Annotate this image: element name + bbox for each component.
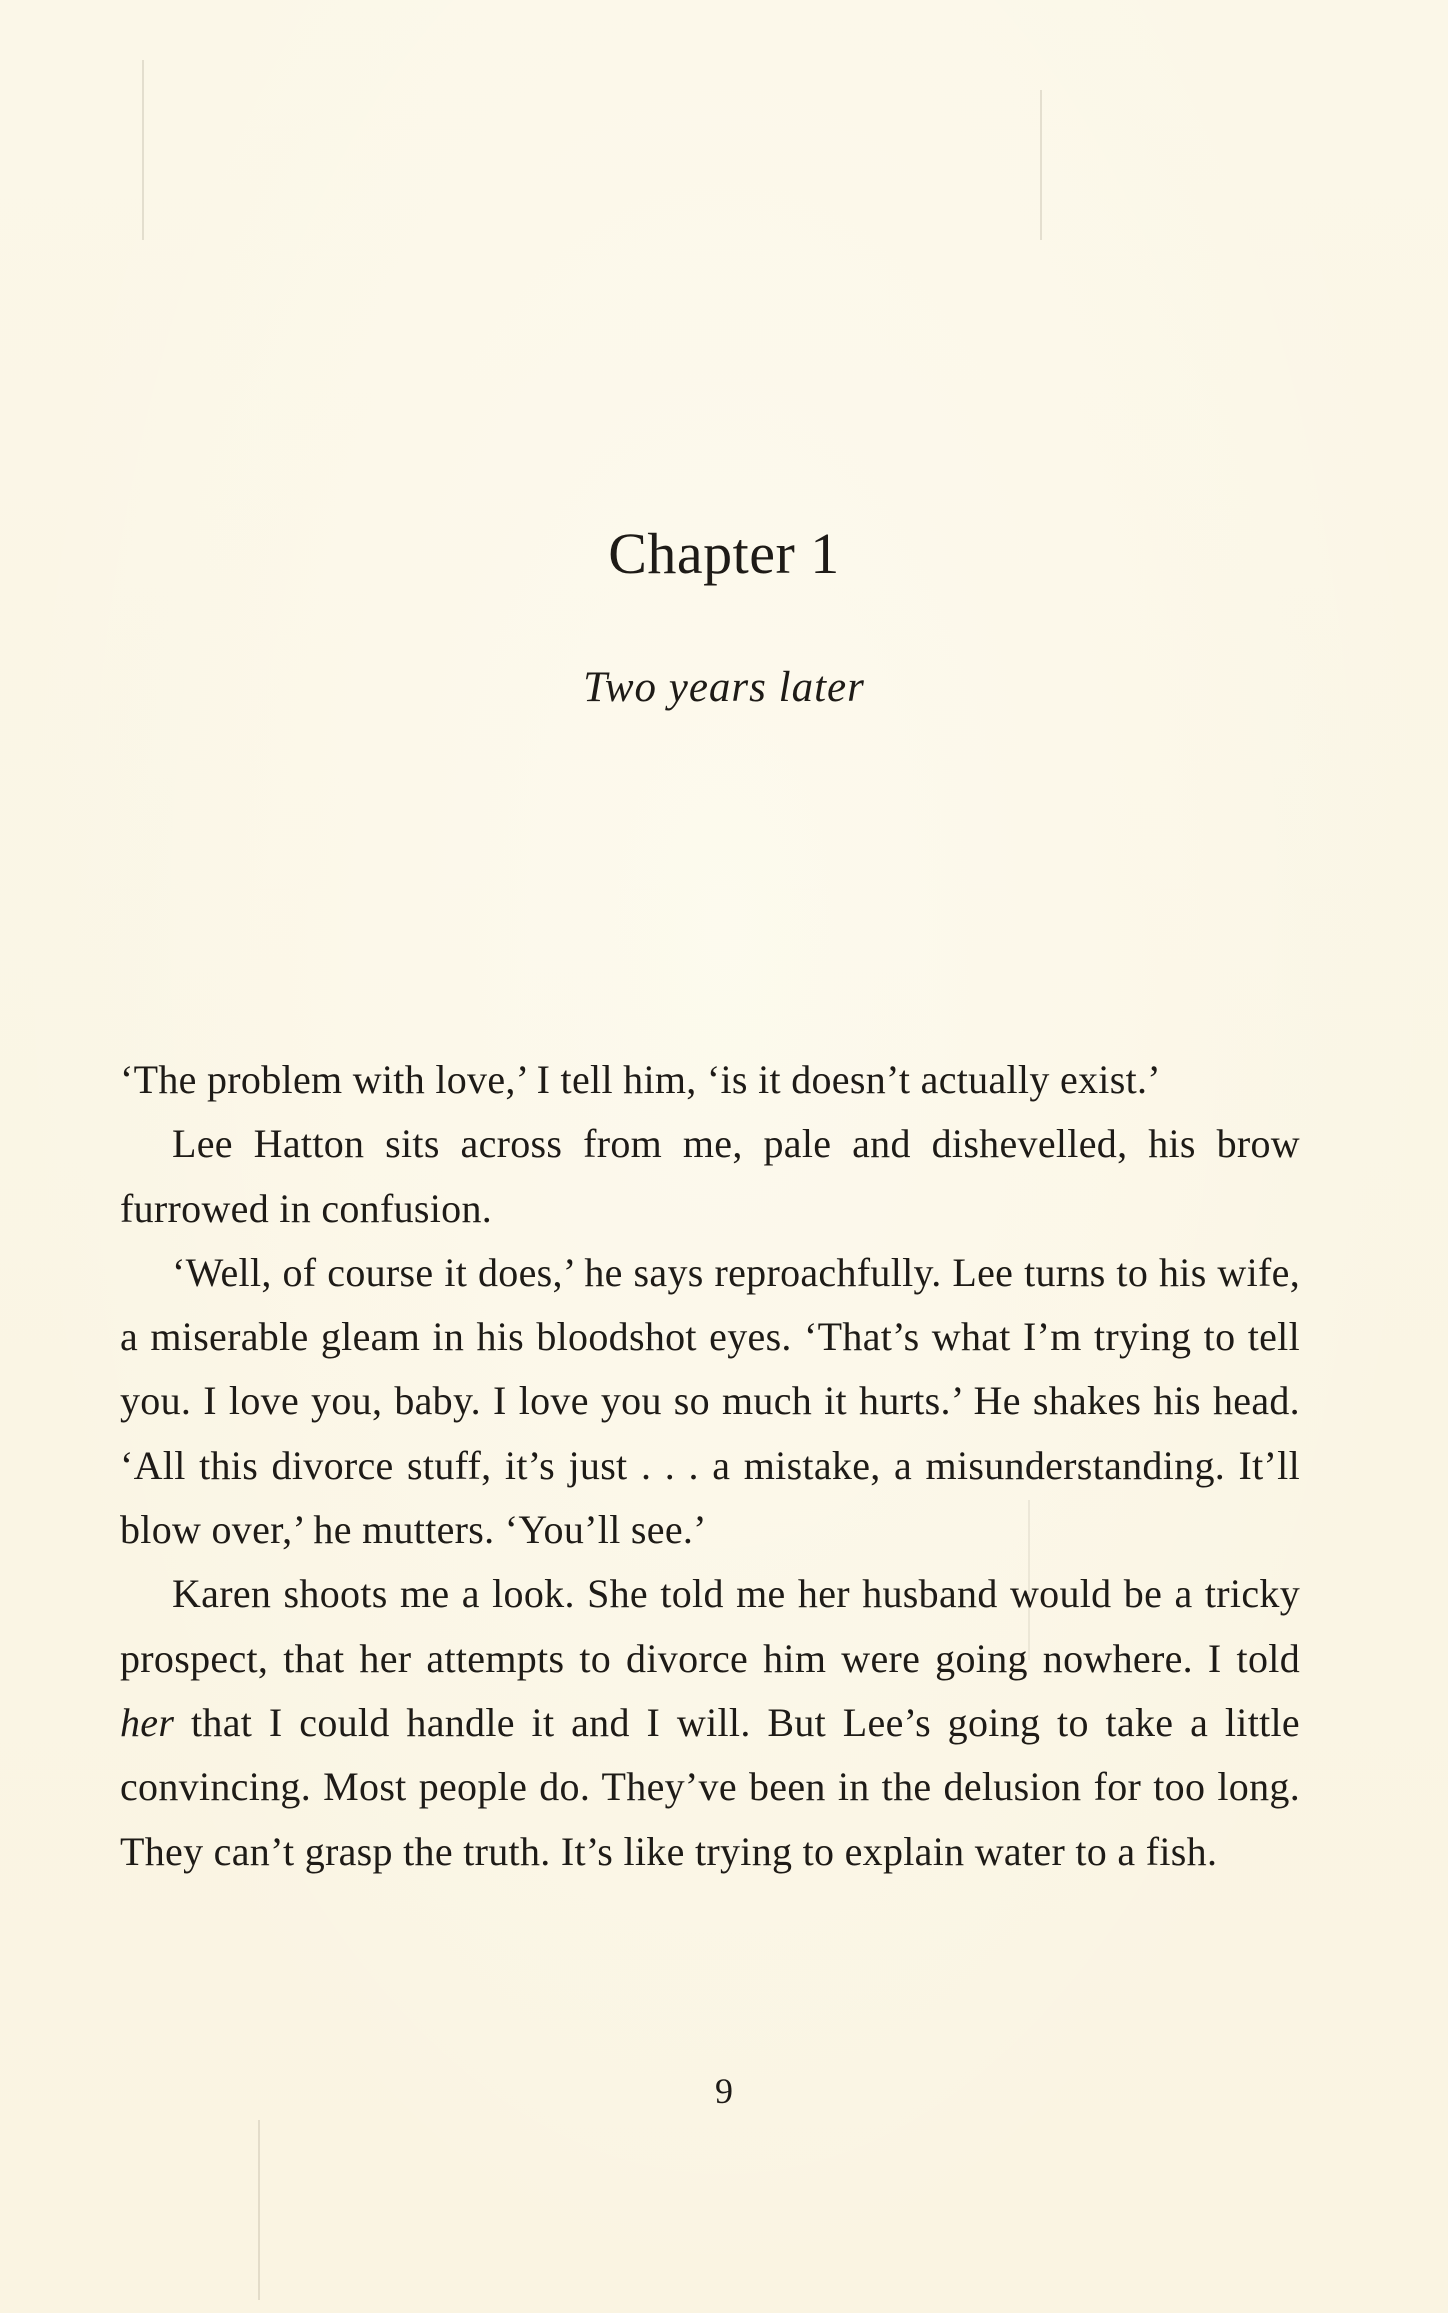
paragraph <box>120 1562 1300 1883</box>
paragraph-text: that I could handle it and I will. But Lee’s going to take a little convincing. Most people do. They’ve been in the delusion for too long. They can’t grasp the truth. It’s like trying to explain water to a fish. <box>120 1699 1300 1874</box>
chapter-body <box>120 1048 1300 1884</box>
paragraph <box>120 1112 1300 1241</box>
chapter-title: Chapter 1 <box>608 521 840 586</box>
paragraph <box>120 1048 1300 1112</box>
scan-artifact <box>258 2120 260 2300</box>
scan-artifact <box>142 60 144 240</box>
scan-artifact <box>1040 90 1042 240</box>
paragraph-text: ‘Well, of course it does,’ he says reproachfully. Lee turns to his wife, a miserable gleam in his bloodshot eyes. ‘That’s what I’m trying to tell you. I love you, baby. I love you so much it hurts.’ He shakes his head. ‘All this divorce stuff, it’s just . . . a mistake, a misunderstanding. It’ll blow over,’ he mutters. ‘You’ll see.’ <box>120 1249 1300 1553</box>
paragraph-text: ‘The problem with love,’ I tell him, ‘is it doesn’t actually exist.’ <box>120 1057 1161 1102</box>
page-number: 9 <box>715 2071 733 2111</box>
paragraph-text: Karen shoots me a look. She told me her husband would be a tricky prospect, that her attempts to divorce him were going nowhere. I told <box>120 1571 1300 1681</box>
chapter-subtitle: Two years later <box>583 664 865 711</box>
emphasis-text: her <box>120 1699 175 1745</box>
paragraph-text: Lee Hatton sits across from me, pale and dishevelled, his brow furrowed in confusion. <box>120 1121 1300 1231</box>
paragraph <box>120 1241 1300 1562</box>
